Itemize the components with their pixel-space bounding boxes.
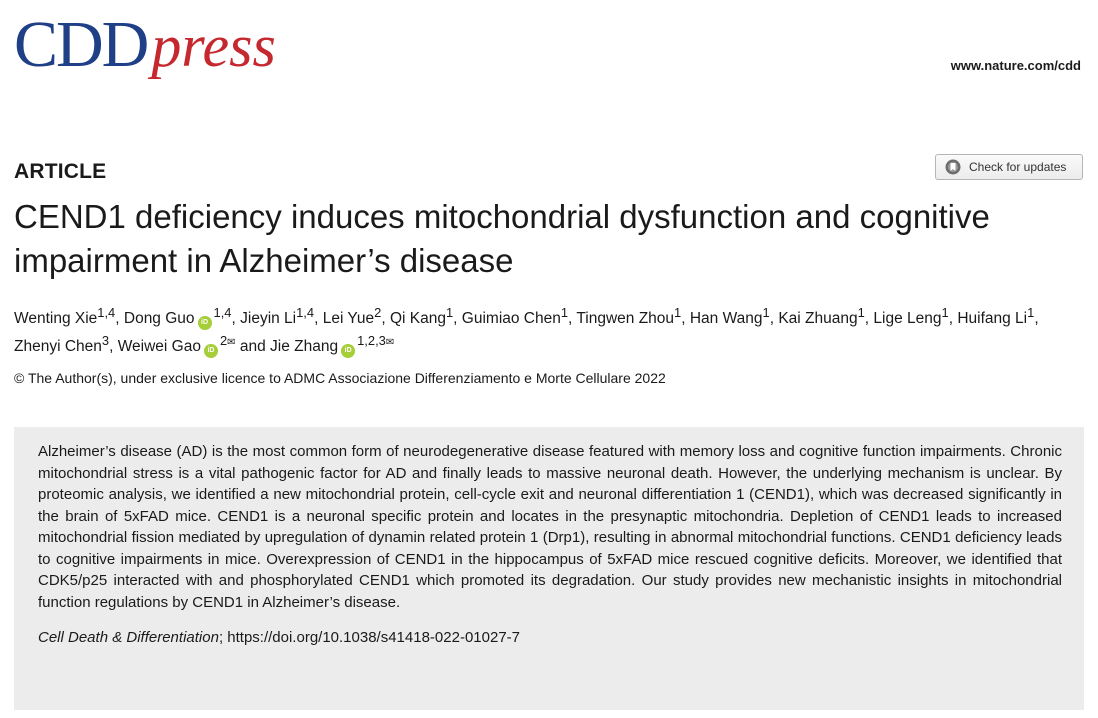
- citation-doi[interactable]: ; https://doi.org/10.1038/s41418-022-01027-7: [218, 629, 520, 646]
- author-affiliation: 1: [560, 305, 569, 320]
- author-affiliation: 1: [941, 305, 949, 320]
- author-affiliation: 2✉: [219, 333, 236, 349]
- author-name[interactable]: Weiwei Gao: [117, 338, 201, 356]
- crossmark-icon: [945, 159, 961, 175]
- author-name[interactable]: Han Wang: [689, 310, 763, 328]
- author-name[interactable]: Wenting Xie: [14, 310, 98, 328]
- author-name[interactable]: Dong Guo: [123, 310, 195, 328]
- author-name[interactable]: Jie Zhang: [270, 338, 339, 356]
- article-title: CEND1 deficiency induces mitochondrial dysfunction and cognitive impairment in Alzheimer’s disease: [14, 198, 990, 279]
- author-affiliation: 1,4: [296, 305, 315, 320]
- journal-logo: [14, 10, 276, 80]
- author-list: Wenting Xie$^{1,4}$, Dong Guo iD$^{1,4}$, Jieyin Li$^{1,4}$, Lei Yue$^2$, Qi Kang$^1$, Guimiao Chen$^1$, Tingwen Zhou$^1$, Han Wang$^1$, Kai Zhuang$^1$, Lige Leng$^1$, Huifang Li$^1$, Zhenyi Chen$^3$, Weiwei Gao $iD^{2✉}$ and Jie Zhang $iD^{1,2,3✉}$: [14, 302, 1089, 358]
- orcid-icon[interactable]: iD: [198, 316, 212, 330]
- check-for-updates-button[interactable]: [935, 154, 1083, 180]
- citation-line: [38, 629, 1062, 646]
- citation-journal: Cell Death & Differentiation: [38, 629, 219, 646]
- author-affiliation: 3: [101, 333, 110, 349]
- author-affiliation: 2: [374, 305, 382, 320]
- orcid-icon[interactable]: iD: [341, 344, 355, 358]
- envelope-icon[interactable]: ✉: [227, 337, 236, 349]
- abstract-box: [14, 427, 1084, 710]
- author-affiliation: 1: [674, 305, 682, 320]
- author-affiliation: 1,4: [213, 305, 232, 320]
- logo-cdd-text: CDD: [14, 8, 148, 81]
- article-type-label: ARTICLE: [14, 160, 107, 183]
- author-name[interactable]: Lei Yue: [322, 310, 375, 328]
- journal-url-link[interactable]: www.nature.com/cdd: [950, 58, 1081, 73]
- author-affiliation: 1,4: [97, 305, 116, 320]
- logo-press-text: press: [151, 13, 276, 79]
- author-affiliation: 1,2,3✉: [357, 333, 395, 349]
- author-name[interactable]: Jieyin Li: [240, 310, 297, 328]
- author-name[interactable]: Zhenyi Chen: [14, 338, 102, 356]
- author-affiliation: 1: [1027, 305, 1035, 320]
- author-name[interactable]: Kai Zhuang: [778, 310, 858, 328]
- author-name[interactable]: Lige Leng: [873, 310, 942, 328]
- author-affiliation: 1: [762, 305, 770, 320]
- author-name[interactable]: Qi Kang: [389, 310, 446, 328]
- check-for-updates-label: Check for updates: [969, 160, 1067, 174]
- envelope-icon[interactable]: ✉: [385, 337, 395, 349]
- author-affiliation: 1: [445, 305, 454, 320]
- abstract-text: Alzheimer’s disease (AD) is the most common form of neurodegenerative disease featured with memory loss and cognitive function impairments. Chronic mitochondrial stress is a vital pathogenic factor for AD and finally leads to massive neuronal death. However, the underlying mechanism is unclear. By proteomic analysis, we identified a new mitochondrial protein, cell-cycle exit and neuronal differentiation 1 (CEND1), which was decreased significantly in the brain of 5xFAD mice. CEND1 is a neuronal specific protein and locates in the presynaptic mitochondria. Depletion of CEND1 leads to increased mitochondrial fission mediated by upregulation of dynamin related protein 1 (Drp1), resulting in abnormal mitochondrial functions. CEND1 deficiency leads to cognitive impairments in mice. Overexpression of CEND1 in the hippocampus of 5xFAD mice rescued cognitive deficits. Moreover, we identified that CDK5/p25 interacted with and phosphorylated CEND1 which promoted its degradation. Our study provides new mechanistic insights in mitochondrial function regulations by CEND1 in Alzheimer’s disease.: [38, 443, 1062, 611]
- orcid-icon[interactable]: iD: [204, 344, 218, 358]
- author-name[interactable]: Tingwen Zhou: [576, 310, 675, 328]
- author-name[interactable]: Guimiao Chen: [461, 310, 561, 328]
- copyright-notice: © The Author(s), under exclusive licence to ADMC Associazione Differenziamento e Morte Cellulare 2022: [14, 370, 666, 386]
- author-affiliation: 1: [857, 305, 865, 320]
- author-name[interactable]: Huifang Li: [957, 310, 1028, 328]
